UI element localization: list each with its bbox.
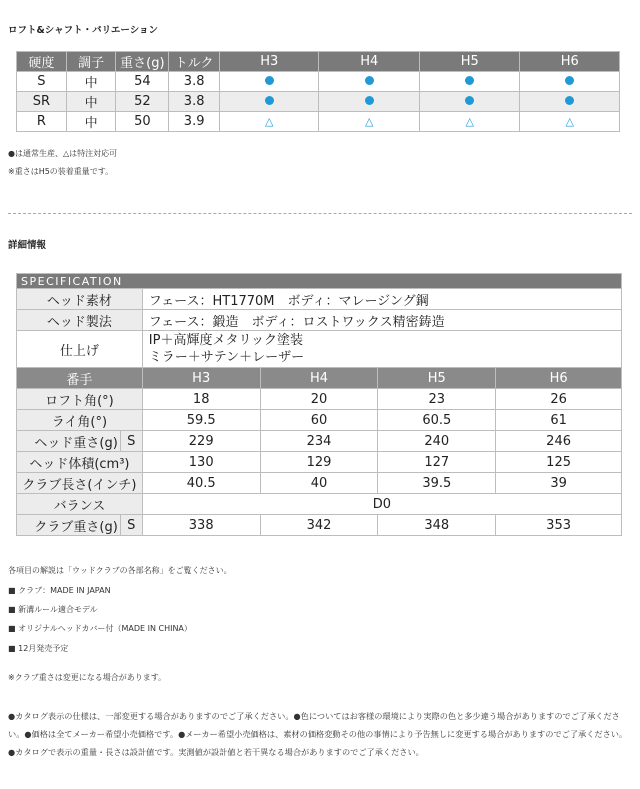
cell: 129 — [260, 452, 378, 473]
standard-production-icon — [465, 76, 474, 85]
cell: 中 — [66, 112, 116, 132]
cell: 60 — [260, 410, 378, 431]
table-row — [17, 331, 622, 368]
cell: H5 — [378, 368, 496, 389]
cell: 3.9 — [169, 112, 220, 132]
cell: 127 — [378, 452, 496, 473]
headweight-flex: S — [120, 431, 142, 452]
cell — [419, 112, 520, 132]
variation-title: ロフト&シャフト・バリエーション — [8, 25, 159, 36]
headweight-label: ヘッド重さ(g) — [17, 431, 121, 452]
standard-production-icon — [365, 76, 374, 85]
standard-production-icon — [465, 96, 474, 105]
header-weight: 重さ(g) — [116, 52, 169, 72]
lie-label: ライ角(°) — [17, 410, 143, 431]
cell: 3.8 — [169, 72, 220, 92]
cell: R — [17, 112, 67, 132]
head-method-label: ヘッド製法 — [17, 310, 143, 331]
cell — [520, 92, 620, 112]
cell: 353 — [496, 515, 622, 536]
cell: 20 — [260, 389, 378, 410]
table-row — [17, 431, 622, 452]
cell: 348 — [378, 515, 496, 536]
volume-label: ヘッド体積(cm³) — [17, 452, 143, 473]
disclaimer: ●カタログ表示の仕様は、一部変更する場合がありますのでご了承ください。●色についてはお客様の環境により実際の色と多少違う場合がありますのでご了承ください。●価格は全てメーカー希望小売価格です。●メーカー希望小売価格は、素材の価格変動その他の事情により予告無しに変更する場合がありますのでご了承ください。●カタログで表示の重量・長さは設計値です。実測値が設計値と若干異なる場合がありますのでご了承ください。 — [8, 711, 628, 757]
table-row — [17, 92, 620, 112]
cell — [220, 112, 319, 132]
standard-production-icon — [365, 96, 374, 105]
divider — [8, 213, 632, 214]
custom-order-icon: △ — [565, 115, 574, 128]
cell — [319, 92, 420, 112]
cell: 23 — [378, 389, 496, 410]
standard-production-icon — [265, 96, 274, 105]
finish-value — [142, 331, 621, 368]
custom-order-icon: △ — [365, 115, 374, 128]
variation-table — [16, 51, 620, 132]
table-row — [17, 310, 622, 331]
cell: S — [17, 72, 67, 92]
cell: 中 — [66, 92, 116, 112]
spec-header: SPECIFICATION — [17, 274, 622, 289]
clubweight-label: クラブ重さ(g) — [17, 515, 121, 536]
table-row — [17, 368, 622, 389]
header-h3: H3 — [220, 52, 319, 72]
cell — [419, 72, 520, 92]
header-h4: H4 — [319, 52, 420, 72]
balance-label: バランス — [17, 494, 143, 515]
release-note: ■ 12月発売予定 — [8, 644, 69, 653]
variation-header-row — [17, 52, 620, 72]
balance-value: D0 — [142, 494, 621, 515]
cell: SR — [17, 92, 67, 112]
custom-order-icon: △ — [265, 115, 274, 128]
cell — [220, 72, 319, 92]
number-label: 番手 — [17, 368, 143, 389]
finish-line: ミラー＋サテン＋レーザー — [148, 350, 305, 365]
cell — [319, 112, 420, 132]
cell — [520, 112, 620, 132]
cell: 40 — [260, 473, 378, 494]
head-method-value: フェース：鍛造 ボディ：ロストワックス精密鋳造 — [142, 310, 621, 331]
loft-label: ロフト角(°) — [17, 389, 143, 410]
cell — [419, 92, 520, 112]
cell: H3 — [142, 368, 260, 389]
head-material-label: ヘッド素材 — [17, 289, 143, 310]
cell: 61 — [496, 410, 622, 431]
table-row — [17, 289, 622, 310]
cell: 52 — [116, 92, 169, 112]
cell: 130 — [142, 452, 260, 473]
header-h6: H6 — [520, 52, 620, 72]
head-material-value: フェース：HT1770M ボディ：マレージング鋼 — [142, 289, 621, 310]
cell — [520, 72, 620, 92]
header-torque: トルク — [169, 52, 220, 72]
spec-header-row — [17, 274, 622, 289]
standard-production-icon — [565, 76, 574, 85]
cell — [220, 92, 319, 112]
table-row — [17, 72, 620, 92]
cell: 125 — [496, 452, 622, 473]
club-weight-note: ※クラブ重さは変更になる場合があります。 — [8, 673, 167, 682]
table-row — [17, 389, 622, 410]
table-row — [17, 410, 622, 431]
finish-line: IP＋高輝度メタリック塗装 — [148, 333, 303, 348]
cell: 18 — [142, 389, 260, 410]
table-row — [17, 112, 620, 132]
table-row — [17, 473, 622, 494]
groove-rule-note: ■ 新溝ルール適合モデル — [8, 605, 98, 614]
finish-label: 仕上げ — [17, 331, 143, 368]
made-in-note: ■ クラブ：MADE IN JAPAN — [8, 586, 111, 595]
cell: H4 — [260, 368, 378, 389]
cell: 50 — [116, 112, 169, 132]
cell: H6 — [496, 368, 622, 389]
cell: 39 — [496, 473, 622, 494]
cell: 338 — [142, 515, 260, 536]
cell: 246 — [496, 431, 622, 452]
standard-production-icon — [565, 96, 574, 105]
table-row — [17, 515, 622, 536]
cell: 3.8 — [169, 92, 220, 112]
cell: 229 — [142, 431, 260, 452]
cell: 240 — [378, 431, 496, 452]
legend-note: ●は通常生産、△は特注対応可 — [8, 149, 118, 158]
standard-production-icon — [265, 76, 274, 85]
details-title: 詳細情報 — [8, 240, 47, 251]
cell: 中 — [66, 72, 116, 92]
cell: 39.5 — [378, 473, 496, 494]
header-h5: H5 — [419, 52, 520, 72]
weight-note: ※重さはH5の装着重量です。 — [8, 167, 114, 176]
headcover-note: ■ オリジナルヘッドカバー付（MADE IN CHINA） — [8, 624, 192, 633]
reference-note: 各項目の解説は「ウッドクラブの各部名称」をご覧ください。 — [8, 566, 232, 575]
header-kick: 調子 — [66, 52, 116, 72]
length-label: クラブ長さ(インチ) — [17, 473, 143, 494]
cell: 342 — [260, 515, 378, 536]
cell: 59.5 — [142, 410, 260, 431]
custom-order-icon: △ — [465, 115, 474, 128]
table-row — [17, 452, 622, 473]
table-row — [17, 494, 622, 515]
spec-table — [16, 273, 622, 536]
cell: 54 — [116, 72, 169, 92]
cell: 60.5 — [378, 410, 496, 431]
header-hardness: 硬度 — [17, 52, 67, 72]
cell: 26 — [496, 389, 622, 410]
cell — [319, 72, 420, 92]
clubweight-flex: S — [120, 515, 142, 536]
cell: 40.5 — [142, 473, 260, 494]
cell: 234 — [260, 431, 378, 452]
